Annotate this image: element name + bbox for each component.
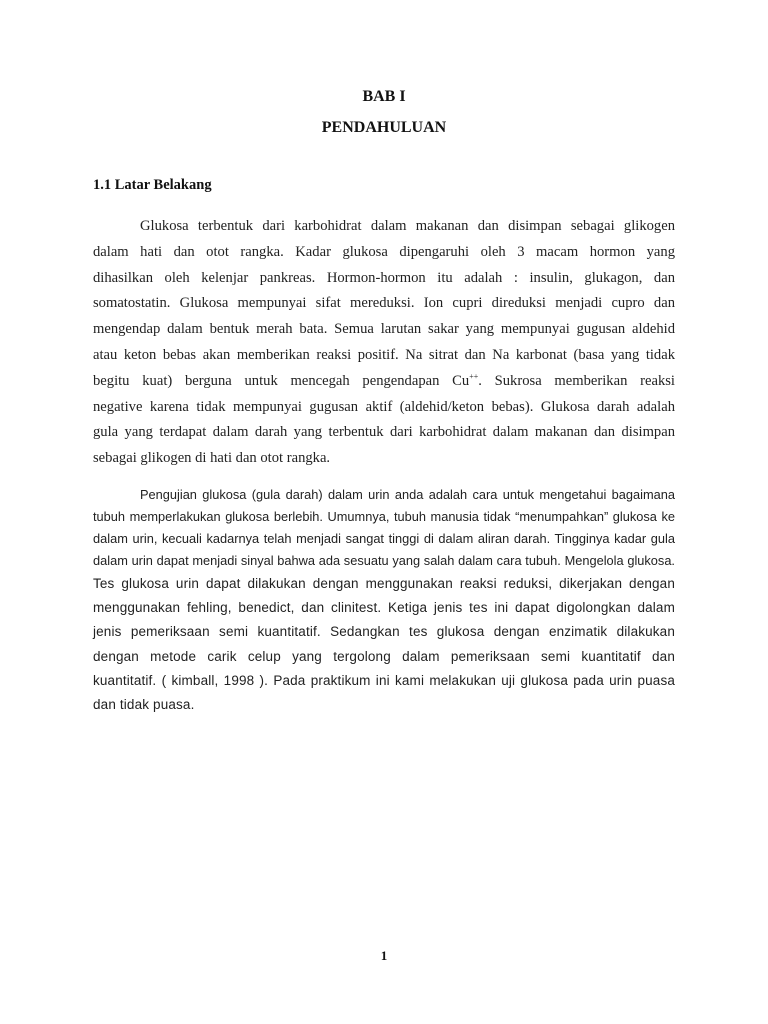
paragraph-line: dalam hati dan otot rangka. Kadar glukosa dipengaruhi oleh 3 macam hormon yang	[93, 243, 675, 260]
paragraph-text: . Sukrosa memberikan reaksi	[478, 372, 675, 389]
paragraph-2-part-a	[93, 484, 675, 572]
paragraph-line: dalam urin dapat menjadi sinyal bahwa ada sesuatu yang salah dalam cara tubuh. Mengelola glukosa.	[93, 553, 675, 568]
paragraph-line: mengendap dalam bentuk merah bata. Semua larutan sakar yang mempunyai gugusan aldehid	[93, 321, 675, 338]
chapter-title: PENDAHULUAN	[321, 119, 447, 136]
paragraph-line: somatostatin. Glukosa mempunyai sifat mereduksi. Ion cupri direduksi menjadi cupro dan	[93, 295, 675, 312]
paragraph-line: gula yang terdapat dalam darah yang terbentuk dari karbohidrat dalam makanan dan disimpan	[93, 424, 675, 441]
paragraph-line: dan tidak puasa.	[93, 696, 195, 712]
chapter-number: BAB I	[362, 88, 406, 105]
paragraph-line: tubuh memperlakukan glukosa berlebih. Umumnya, tubuh manusia tidak “menumpahkan” glukosa ke	[93, 509, 675, 524]
paragraph-line-with-superscript	[93, 369, 675, 395]
paragraph-text: begitu kuat) berguna untuk mencegah pengendapan Cu	[93, 372, 470, 389]
paragraph-2-part-b	[93, 572, 675, 717]
paragraph-1	[93, 189, 675, 472]
paragraph-line: menggunakan fehling, benedict, dan clinitest. Ketiga jenis tes ini dapat digolongkan dalam	[93, 600, 675, 616]
paragraph-line: jenis pemeriksaan semi kuantitatif. Sedangkan tes glukosa dengan enzimatik dilakukan	[93, 624, 675, 640]
paragraph-line: Tes glukosa urin dapat dilakukan dengan menggunakan reaksi reduksi, dikerjakan dengan	[93, 576, 675, 591]
page-number: 1	[380, 948, 388, 963]
paragraph-line: dalam urin, kecuali kadarnya telah menjadi sangat tinggi di dalam aliran darah. Tingginya kadar gula	[93, 531, 675, 546]
paragraph-line: kuantitatif. ( kimball, 1998 ). Pada praktikum ini kami melakukan uji glukosa pada urin puasa	[93, 672, 675, 688]
paragraph-line: atau keton bebas akan memberikan reaksi positif. Na sitrat dan Na karbonat (basa yang tidak	[93, 346, 675, 363]
superscript-charge: ++	[469, 371, 479, 381]
paragraph-line: dengan metode carik celup yang tergolong dalam pemeriksaan semi kuantitatif dan	[93, 648, 675, 664]
section-heading: 1.1 Latar Belakang	[93, 177, 212, 193]
paragraph-line: negative karena tidak mempunyai gugusan aktif (aldehid/keton bebas). Glukosa darah adalah	[93, 398, 675, 415]
paragraph-line: Glukosa terbentuk dari karbohidrat dalam makanan dan disimpan sebagai glikogen	[140, 218, 675, 234]
paragraph-line: sebagai glikogen di hati dan otot rangka.	[93, 450, 331, 467]
paragraph-line: Pengujian glukosa (gula darah) dalam urin anda adalah cara untuk mengetahui bagaimana	[140, 487, 675, 502]
paragraph-line: dihasilkan oleh kelenjar pankreas. Hormon-hormon itu adalah : insulin, glukagon, dan	[93, 269, 675, 286]
